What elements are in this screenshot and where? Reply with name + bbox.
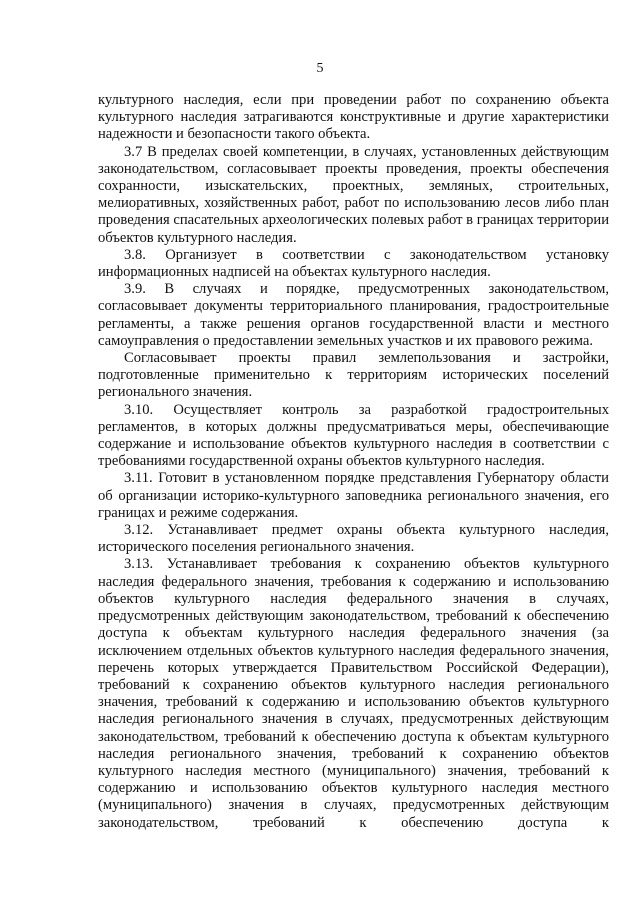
paragraph-3-10: 3.10. Осуществляет контроль за разработкой градостроительных регламентов, в которых должны предусматриваться меры, обеспечивающие содержание и использование объектов культурного наследия в соответствии с требованиями государственной охраны объектов культурного наследия. xyxy=(98,401,609,470)
paragraph-3-7: 3.7 В пределах своей компетенции, в случаях, установленных действующим законодательством, согласовывает проекты проведения, проекты обеспечения сохранности, изыскательских, проектных, земляных, строительных, мелиоративных, хозяйственных работ, работ по использованию лесов либо план проведения спасательных археологических полевых работ в границах территории объектов культурного наследия. xyxy=(98,143,609,246)
paragraph-3-13: 3.13. Устанавливает требования к сохранению объектов культурного наследия федерального значения, требования к содержанию и использованию объектов культурного наследия федерального значения в случаях, предусмотренных действующим законодательством, требований к обеспечению доступа к объектам культурного наследия федерального значения (за исключением отдельных объектов культурного наследия федерального значения, перечень которых утверждается Правительством Российской Федерации), требований к сохранению объектов культурного наследия регионального значения, требований к содержанию и использованию объектов культурного наследия регионального значения в случаях, предусмотренных действующим законодательством, требований к обеспечению доступа к объектам культурного наследия регионального значения, требований к сохранению объектов культурного наследия местного (муниципального) значения, требований к содержанию и использованию объектов культурного наследия местного (муниципального) значения в случаях, предусмотренных действующим законодательством, требований к обеспечению доступа к xyxy=(98,556,609,831)
paragraph-3-8: 3.8. Организует в соответствии с законодательством установку информационных надписей на объектах культурного наследия. xyxy=(98,246,609,281)
paragraph-continuation: культурного наследия, если при проведении работ по сохранению объекта культурного наследия затрагиваются конструктивные и другие характеристики надежности и безопасности такого объекта. xyxy=(98,92,609,143)
paragraph-3-9: 3.9. В случаях и порядке, предусмотренных законодательством, согласовывает документы территориального планирования, градостроительные регламенты, а также решения органов государственной власти и местного самоуправления о предоставлении земельных участков и их правового режима. xyxy=(98,281,609,349)
paragraph-3-11: 3.11. Готовит в установленном порядке представления Губернатору области об организации историко-культурного заповедника регионального значения, его границах и режиме содержания. xyxy=(98,470,609,521)
page-number: 5 xyxy=(316,61,324,76)
document-body xyxy=(98,92,609,832)
paragraph-3-9-continued: Согласовывает проекты правил землепользования и застройки, подготовленные применительно к территориям исторических поселений регионального значения. xyxy=(98,350,609,401)
paragraph-3-12: 3.12. Устанавливает предмет охраны объекта культурного наследия, исторического поселения регионального значения. xyxy=(98,522,609,556)
